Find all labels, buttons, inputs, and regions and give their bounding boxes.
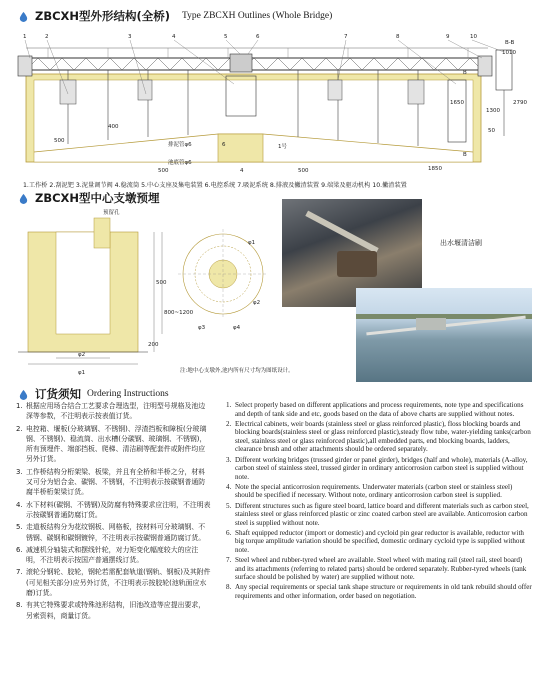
photo-center-unit [416, 318, 446, 330]
callout-8: 8 [396, 34, 400, 40]
dim-6: 6 [222, 142, 226, 148]
label-phi4: φ4 [233, 325, 241, 331]
label-bb: B-B [505, 40, 515, 46]
section1-header [18, 8, 332, 24]
ordering-list-en [226, 401, 532, 602]
list-item: 4. 水下材料(碳钢、不锈钢)及防腐有特殊要求应注明，不注明表示按碳钢普通防腐订货。 [16, 500, 211, 519]
label-plan-phi2: φ2 [253, 300, 261, 306]
label-b-1: B [463, 70, 467, 76]
dim-1300: 1300 [486, 108, 500, 114]
dim-1010: 1010 [502, 50, 516, 56]
list-item: 2. Electrical cabinets, weir boards (stainless steel or glass reinforced plastic), floss blocking boards and blocking boards(stainless steel or glass reinforced plastic),steady flow tube, water-yielding tanks(carbon steel, stainless steel or glass reinforced plastic),all embedded parts, end blocking boards, ladders, clearance brush and other attachments should be ordered separately. [226, 419, 531, 454]
callout-6: 6 [256, 34, 260, 40]
label-plan-phi1: φ1 [248, 240, 256, 246]
dim-500-left: 500 [54, 138, 65, 144]
callout-3: 3 [128, 34, 132, 40]
callout-2: 2 [45, 34, 49, 40]
callout-4: 4 [172, 34, 176, 40]
label-phi2: φ2 [78, 352, 86, 358]
callout-9: 9 [446, 34, 450, 40]
clarifier-photo [356, 288, 532, 382]
dim-1650: 1650 [450, 100, 464, 106]
list-item: 2. 电控箱、堰板(分玻璃钢、不锈钢)、浮渣挡板和障板(分玻璃钢、不锈钢)、稳流筒、出水槽(分碳钢、玻璃钢、不锈钢)，所有预埋件、端部挡板、爬梯、清洁刷等配套件或附件均应另外订货。 [16, 424, 207, 464]
list-item: 7. Steel wheel and rubber-tyred wheel are available. Steel wheel with mating rail (steel rail, steel board) and its attachments (referring to related parts) should be ordered separately. Rubber-tyred wheels (tank surface should be polished by water) are supplied without note. [226, 556, 527, 582]
label-200: 200 [148, 342, 159, 348]
section3-header [18, 386, 169, 402]
railing-posts [48, 48, 468, 58]
list-item: 6. 减速机分轴装式和摆线针轮，对力矩变化幅度较大的应注明，不注明表示按国产普通摆线订货。 [16, 545, 199, 565]
list-item: 7. 滚轮分钢轮、胶轮，钢轮若需配套轨道(钢轨、钢板)及其附件(可见相关部分)应另外订货，不注明表示按胶轮(池轨面应水磨)订货。 [16, 568, 211, 598]
label-no1: 1号 [278, 144, 287, 150]
dim-center: 4 [240, 168, 244, 174]
bridge-truss-web [26, 58, 482, 70]
water-drop-icon [18, 193, 29, 204]
callout-1: 1 [23, 34, 27, 40]
callout-7: 7 [344, 34, 348, 40]
dim-50: 50 [488, 128, 495, 134]
label-phi3: φ3 [198, 325, 206, 331]
list-item: 5. 走道板结构分为花纹钢板、网格板，按材料可分玻璃钢、不锈钢、碳钢和碳钢镀锌，不注明表示按碳钢普通防腐订货。 [16, 523, 206, 542]
photo-bridge-rail [305, 211, 378, 254]
pier-note: 注:地中心支墩外,池内所有尺寸均为图纸设计。 [180, 368, 294, 374]
section1-legend: 1.工作桥 2.刮泥钯 3.泥量调节阀 4.稳流筒 5.中心支座及集电装置 6.电控系统 7.吸泥系统 8.排液及撇渣装置 9.端梁及驱动机构 10.撇渣装置 [23, 182, 407, 189]
list-item: 8. Any special requirements or special tank shape structure or requirements in old tank rebuild should offer requirements and other information, order based on negotiation. [226, 583, 532, 600]
photo-caption: 出水堰清洁刷 [440, 239, 482, 247]
label-phi1: φ1 [78, 370, 86, 376]
left-end-beam [18, 56, 32, 76]
plan-labels [180, 240, 294, 374]
pier-top-slot [94, 218, 110, 248]
callout-10: 10 [470, 34, 477, 40]
section-bb-profile [496, 50, 512, 90]
list-item: 3. 工作桥结构分桁架梁、板梁，并且有全桥和半桥之分，材料又可分为铝合金、碳钢、不锈钢，不注明表示按碳钢普通防腐半桥桁架梁订货。 [16, 467, 206, 497]
list-item: 1. Select properly based on different applications and process requirements, note type and specifications and depth of tank side and etc, goods based on the data of above charts are supplied without notes. [226, 401, 524, 418]
section1-title-zh: ZBCXH型外形结构(全桥) [35, 9, 171, 23]
section3-title-zh: 订货须知 [35, 387, 81, 401]
label-reserved-hole: 预留孔 [103, 210, 120, 216]
list-item: 8. 有其它特殊要求或特殊池形结构，旧池改造等应提出要求，另索资料，商量订货。 [16, 601, 206, 620]
section2-title-zh: ZBCXH型中心支墩预埋 [35, 191, 160, 205]
list-item: 1. 根据应用场合结合工艺要求合理选型，注明型号规格及池边深等参数，不注明表示按表值订货。 [16, 402, 206, 421]
dim-400: 400 [108, 124, 119, 130]
list-item: 3. Different working bridges (trussed girder or panel girder), bridges (half and whole), materials (A-alloy, carbon steel of stainless steel, trussed girder in ordinary anticorrosion carbon steel is supplied without note. [226, 455, 528, 481]
dim-500-right: 500 [158, 168, 169, 174]
section3-title-en: Ordering Instructions [87, 389, 169, 399]
list-item: 4. Note the special anticorrosion requirements. Underwater materials (carbon steel or stainless steel) should be specified if necessary. Without note, ordinary anticorrosion carbon steel is supplied. [226, 482, 513, 500]
label-800-1200: 800~1200 [164, 310, 194, 316]
water-drop-icon [18, 11, 29, 22]
photo-brush [337, 251, 377, 277]
ordering-list-zh [16, 401, 211, 623]
callout-numbers [23, 34, 477, 40]
callout-5: 5 [224, 34, 228, 40]
dim-2790: 2790 [513, 100, 527, 106]
label-b-2: B [463, 152, 467, 158]
dim-1850: 1850 [428, 166, 442, 172]
label-drain-pipe: 排泥管φ6 [168, 142, 192, 148]
center-support [230, 54, 252, 72]
list-item: 6. Shaft equipped reductor (import or domestic) and cycloid pin gear reductor is available, reductor with big torque amplitude variation should be specified, domestic ordinary cycloid type is supplied without note. [226, 528, 525, 554]
center-pier [218, 134, 263, 162]
water-drop-icon [18, 389, 29, 400]
center-pier-drawing [8, 204, 294, 380]
list-item: 5. Different structures such as figure steel board, lattice board and different materials such as carbon steel, stainless steel or glass reinforced plastic or zinc coated carbon steel are available. Anticorrosion carbon steel is supplied without note. [226, 501, 529, 527]
label-500: 500 [156, 280, 167, 286]
dim-500-mid: 500 [298, 168, 309, 174]
right-end-beam [478, 56, 492, 76]
section1-title-en: Type ZBCXH Outlines (Whole Bridge) [182, 11, 333, 21]
bridge-outline-drawing [8, 24, 538, 176]
label-bottom-pipe: 池底管φ6 [168, 160, 192, 166]
